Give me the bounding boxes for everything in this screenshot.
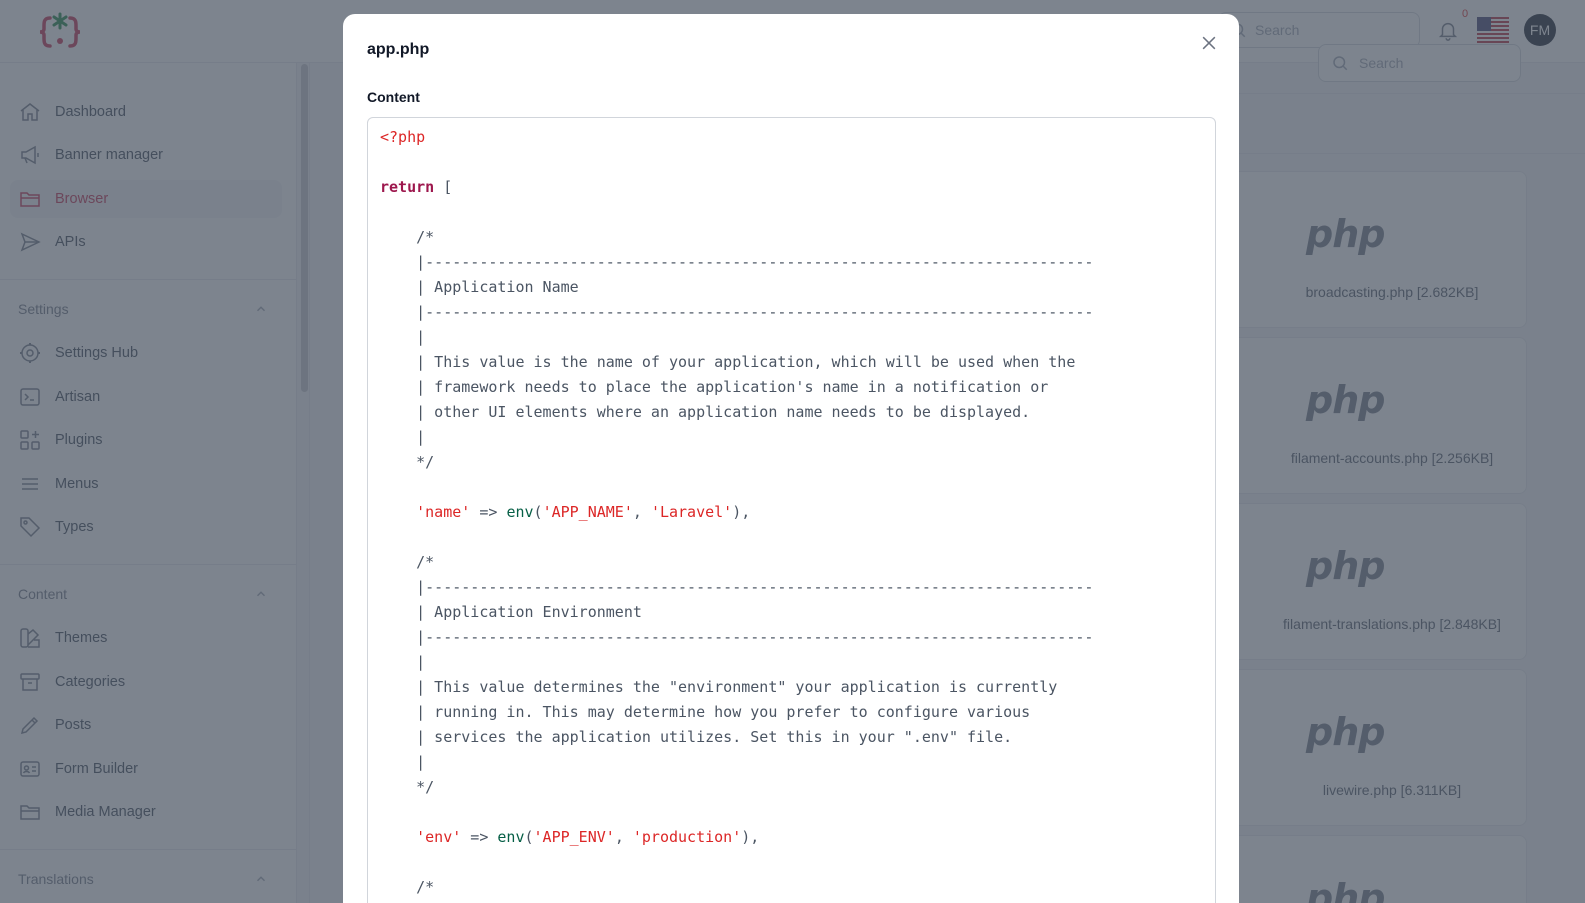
code-token: /* (380, 878, 435, 896)
code-line (380, 875, 1093, 900)
code-token: env (506, 503, 534, 521)
code-token: 'Laravel' (650, 503, 733, 521)
content-field-label: Content (367, 89, 420, 105)
code-token: return (380, 178, 435, 196)
code-line (380, 150, 1093, 175)
code-line (380, 700, 1093, 725)
code-line (380, 325, 1093, 350)
code-token: | (380, 328, 426, 346)
code-line (380, 225, 1093, 250)
code-line (380, 675, 1093, 700)
code-line (380, 125, 1093, 150)
code-token: <?php (380, 128, 426, 146)
code-token: | Application Environment (380, 603, 642, 621)
code-token: ( (533, 503, 543, 521)
code-token: | This value determines the "environment" your application is currently (380, 678, 1058, 696)
code-token (380, 503, 416, 521)
code-token: */ (380, 778, 435, 796)
code-token: | services the application utilizes. Set this in your ".env" file. (380, 728, 1013, 746)
code-token (380, 828, 416, 846)
code-line (380, 200, 1093, 225)
code-token: | running in. This may determine how you prefer to configure various (380, 703, 1031, 721)
code-line (380, 175, 1093, 200)
modal-title: app.php (367, 41, 430, 58)
code-line (380, 425, 1093, 450)
code-token: , (614, 828, 633, 846)
code-token: | (380, 653, 426, 671)
code-line (380, 375, 1093, 400)
code-token: 'APP_NAME' (542, 503, 633, 521)
code-token: 'name' (416, 503, 471, 521)
code-token: ), (741, 828, 760, 846)
code-line (380, 625, 1093, 650)
code-token: | other UI elements where an application name needs to be displayed. (380, 403, 1031, 421)
code-line (380, 750, 1093, 775)
code-line (380, 600, 1093, 625)
code-line (380, 500, 1093, 525)
code-line (380, 250, 1093, 275)
code-line (380, 475, 1093, 500)
code-token: | This value is the name of your application, which will be used when the (380, 353, 1076, 371)
code-line (380, 525, 1093, 550)
code-token: => (461, 828, 498, 846)
code-line (380, 400, 1093, 425)
code-token: |-------------------------------------------------------------------------- (380, 578, 1094, 596)
code-token: | (380, 428, 426, 446)
code-line (380, 350, 1093, 375)
code-line (380, 575, 1093, 600)
code-line (380, 775, 1093, 800)
close-icon[interactable] (1199, 33, 1219, 53)
code-line (380, 275, 1093, 300)
file-editor-modal (343, 14, 1239, 903)
code-token: , (632, 503, 651, 521)
code-token: ), (732, 503, 751, 521)
code-token: /* (380, 228, 435, 246)
code-line (380, 850, 1093, 875)
code-token: | Application Name (380, 278, 579, 296)
code-token: */ (380, 453, 435, 471)
code-line (380, 550, 1093, 575)
code-line (380, 300, 1093, 325)
code-token: 'env' (416, 828, 462, 846)
code-token: 'APP_ENV' (533, 828, 615, 846)
code-token: |-------------------------------------------------------------------------- (380, 303, 1094, 321)
code-editor[interactable] (367, 117, 1216, 903)
code-token: [ (434, 178, 453, 196)
code-token: |-------------------------------------------------------------------------- (380, 253, 1094, 271)
code-line (380, 650, 1093, 675)
code-token: | framework needs to place the application's name in a notification or (380, 378, 1049, 396)
code-token: env (497, 828, 525, 846)
code-line (380, 450, 1093, 475)
code-token: 'production' (632, 828, 742, 846)
code-line (380, 725, 1093, 750)
code-line (380, 800, 1093, 825)
code-line (380, 825, 1093, 850)
code-token: ( (524, 828, 534, 846)
code-content[interactable] (380, 125, 1093, 900)
code-token: /* (380, 553, 435, 571)
code-token: |-------------------------------------------------------------------------- (380, 628, 1094, 646)
code-token: | (380, 753, 426, 771)
code-token: => (470, 503, 507, 521)
